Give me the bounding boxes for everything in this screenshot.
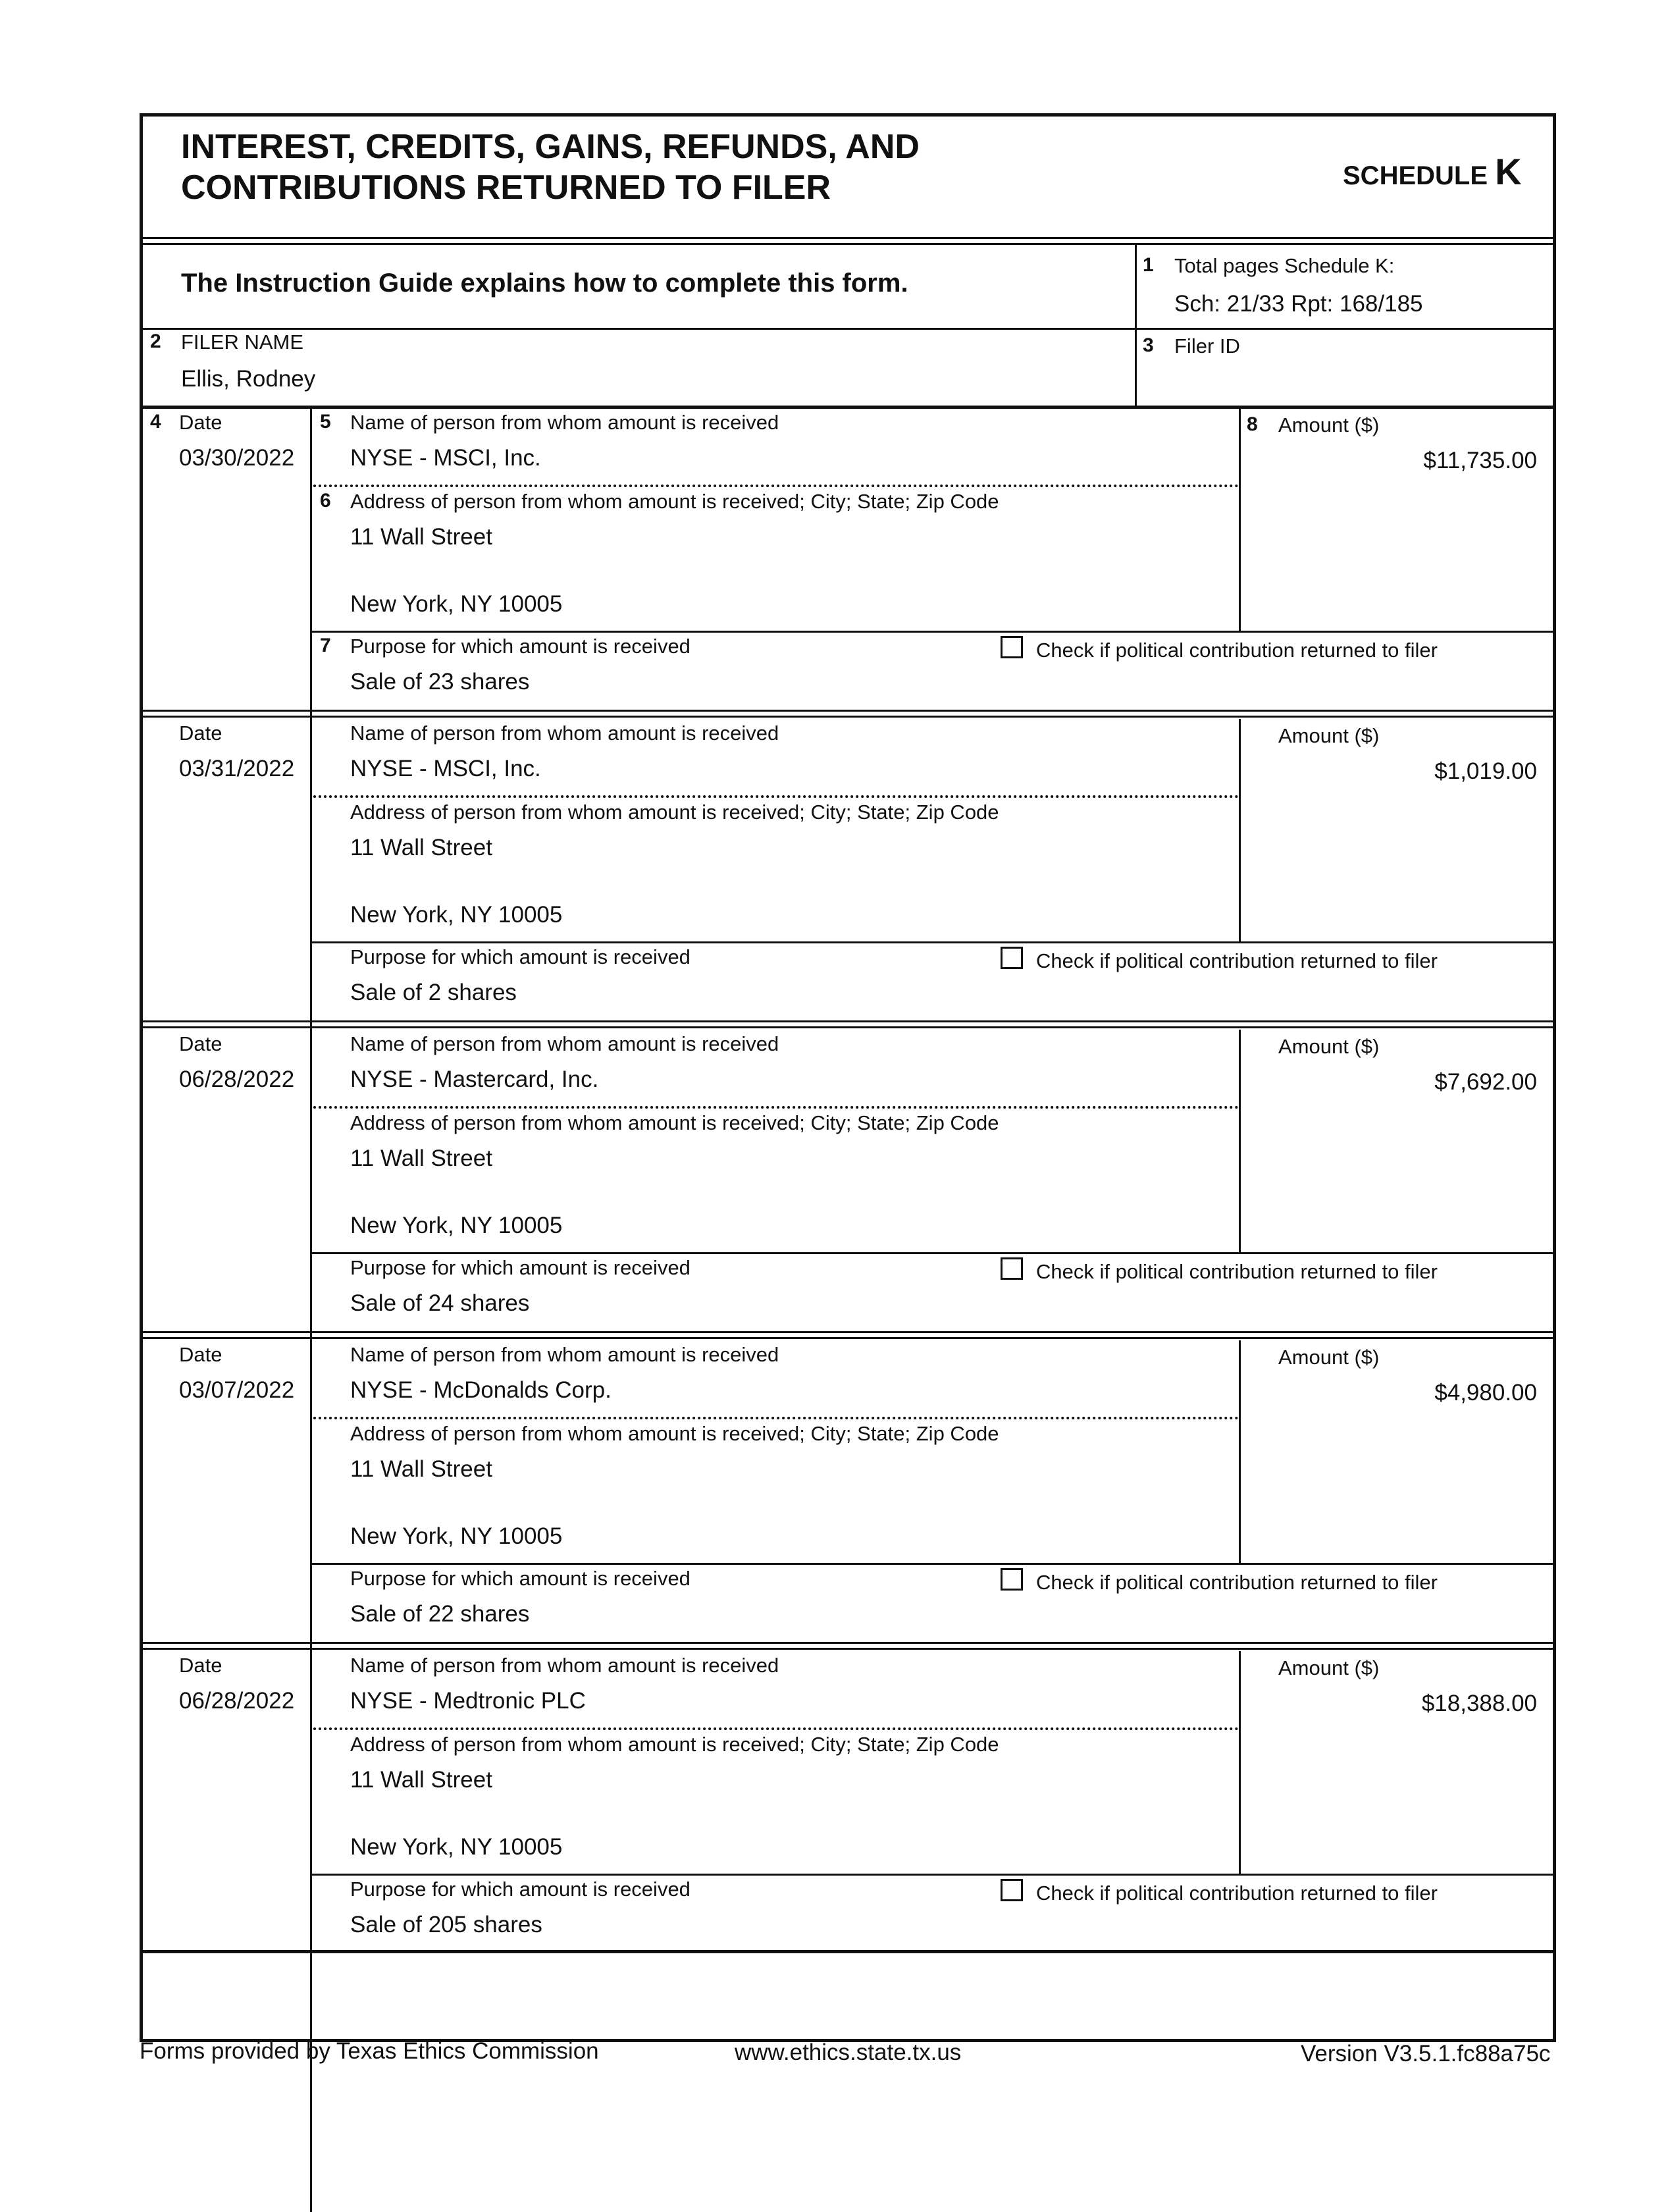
form-title-line1: INTEREST, CREDITS, GAINS, REFUNDS, AND [181, 128, 920, 166]
purpose-label: Purpose for which amount is received [350, 1256, 691, 1279]
footer-version: Version V3.5.1.fc88a75c [1301, 2041, 1551, 2067]
address-label: Address of person from whom amount is received; City; State; Zip Code [350, 1422, 999, 1445]
address-label: Address of person from whom amount is received; City; State; Zip Code [350, 1733, 999, 1756]
total-pages-value: Sch: 21/33 Rpt: 168/185 [1174, 291, 1423, 317]
checkbox-label: Check if political contribution returned to filer [1036, 639, 1438, 662]
date-label: Date [179, 1343, 222, 1366]
field-number-3: 3 [1143, 334, 1154, 356]
political-contribution-checkbox[interactable] [1001, 1879, 1023, 1901]
name-label: Name of person from whom amount is received [350, 411, 779, 434]
filer-name-value: Ellis, Rodney [181, 366, 316, 392]
name-value: NYSE - McDonalds Corp. [350, 1377, 612, 1403]
divider [310, 1651, 312, 2212]
filer-name-label: FILER NAME [181, 330, 304, 354]
field-number-6: 6 [320, 490, 331, 512]
divider [141, 1950, 1555, 1953]
schedule-letter: K [1495, 151, 1522, 192]
date-value: 06/28/2022 [179, 1066, 295, 1092]
field-number-4: 4 [150, 411, 161, 433]
address-line1: 11 Wall Street [350, 1146, 492, 1171]
amount-label: Amount ($) [1278, 413, 1380, 436]
name-value: NYSE - MSCI, Inc. [350, 445, 541, 471]
amount-label: Amount ($) [1278, 724, 1380, 747]
checkbox-label: Check if political contribution returned to filer [1036, 1260, 1438, 1283]
checkbox-label: Check if political contribution returned to filer [1036, 949, 1438, 972]
purpose-label: Purpose for which amount is received [350, 945, 691, 968]
date-label: Date [179, 722, 222, 745]
date-value: 06/28/2022 [179, 1688, 295, 1714]
address-label: Address of person from whom amount is received; City; State; Zip Code [350, 801, 999, 824]
purpose-value: Sale of 24 shares [350, 1290, 530, 1316]
footer-website: www.ethics.state.tx.us [735, 2040, 962, 2065]
footer-provider: Forms provided by Texas Ethics Commission [140, 2038, 599, 2064]
name-value: NYSE - MSCI, Inc. [350, 756, 541, 781]
purpose-label: Purpose for which amount is received [350, 1567, 691, 1590]
filer-id-label: Filer ID [1174, 334, 1240, 357]
address-line2: New York, NY 10005 [350, 1523, 563, 1549]
purpose-label: Purpose for which amount is received [350, 635, 691, 658]
amount-value: $7,692.00 [1434, 1069, 1537, 1095]
name-label: Name of person from whom amount is received [350, 1343, 779, 1366]
date-value: 03/30/2022 [179, 445, 295, 471]
form-title-line2: CONTRIBUTIONS RETURNED TO FILER [181, 169, 831, 207]
address-line2: New York, NY 10005 [350, 591, 563, 617]
name-label: Name of person from whom amount is received [350, 1032, 779, 1055]
date-value: 03/07/2022 [179, 1377, 295, 1403]
name-value: NYSE - Medtronic PLC [350, 1688, 586, 1714]
purpose-value: Sale of 23 shares [350, 669, 530, 695]
instructions-text: The Instruction Guide explains how to complete this form. [181, 269, 908, 298]
field-number-1: 1 [1143, 254, 1154, 276]
address-line1: 11 Wall Street [350, 524, 492, 550]
field-number-8: 8 [1247, 413, 1258, 435]
field-number-7: 7 [320, 635, 331, 656]
purpose-value: Sale of 22 shares [350, 1601, 530, 1627]
amount-label: Amount ($) [1278, 1035, 1380, 1058]
address-line1: 11 Wall Street [350, 835, 492, 860]
address-line1: 11 Wall Street [350, 1456, 492, 1482]
checkbox-label: Check if political contribution returned to filer [1036, 1571, 1438, 1594]
name-value: NYSE - Mastercard, Inc. [350, 1066, 599, 1092]
divider [312, 1563, 1555, 1565]
address-line2: New York, NY 10005 [350, 902, 563, 928]
amount-value: $1,019.00 [1434, 758, 1537, 784]
address-line2: New York, NY 10005 [350, 1834, 563, 1860]
address-line2: New York, NY 10005 [350, 1213, 563, 1238]
date-label: Date [179, 411, 222, 434]
purpose-value: Sale of 2 shares [350, 980, 517, 1005]
amount-value: $4,980.00 [1434, 1380, 1537, 1406]
purpose-label: Purpose for which amount is received [350, 1878, 691, 1901]
date-label: Date [179, 1654, 222, 1677]
purpose-value: Sale of 205 shares [350, 1912, 542, 1937]
name-label: Name of person from whom amount is received [350, 1654, 779, 1677]
divider [313, 1727, 1239, 1730]
schedule-word: SCHEDULE [1343, 161, 1488, 190]
address-label: Address of person from whom amount is received; City; State; Zip Code [350, 490, 999, 513]
political-contribution-checkbox[interactable] [1001, 1568, 1023, 1591]
amount-value: $11,735.00 [1423, 448, 1537, 473]
total-pages-label: Total pages Schedule K: [1174, 254, 1395, 277]
name-label: Name of person from whom amount is received [350, 722, 779, 745]
date-label: Date [179, 1032, 222, 1055]
date-value: 03/31/2022 [179, 756, 295, 781]
divider [1239, 1651, 1241, 1875]
divider [141, 1642, 1555, 1650]
field-number-2: 2 [150, 330, 161, 352]
amount-value: $18,388.00 [1421, 1691, 1537, 1716]
address-label: Address of person from whom amount is received; City; State; Zip Code [350, 1111, 999, 1134]
amount-label: Amount ($) [1278, 1656, 1380, 1679]
address-line1: 11 Wall Street [350, 1767, 492, 1793]
amount-label: Amount ($) [1278, 1346, 1380, 1369]
field-number-5: 5 [320, 411, 331, 433]
checkbox-label: Check if political contribution returned to filer [1036, 1882, 1438, 1905]
divider [312, 1874, 1555, 1876]
